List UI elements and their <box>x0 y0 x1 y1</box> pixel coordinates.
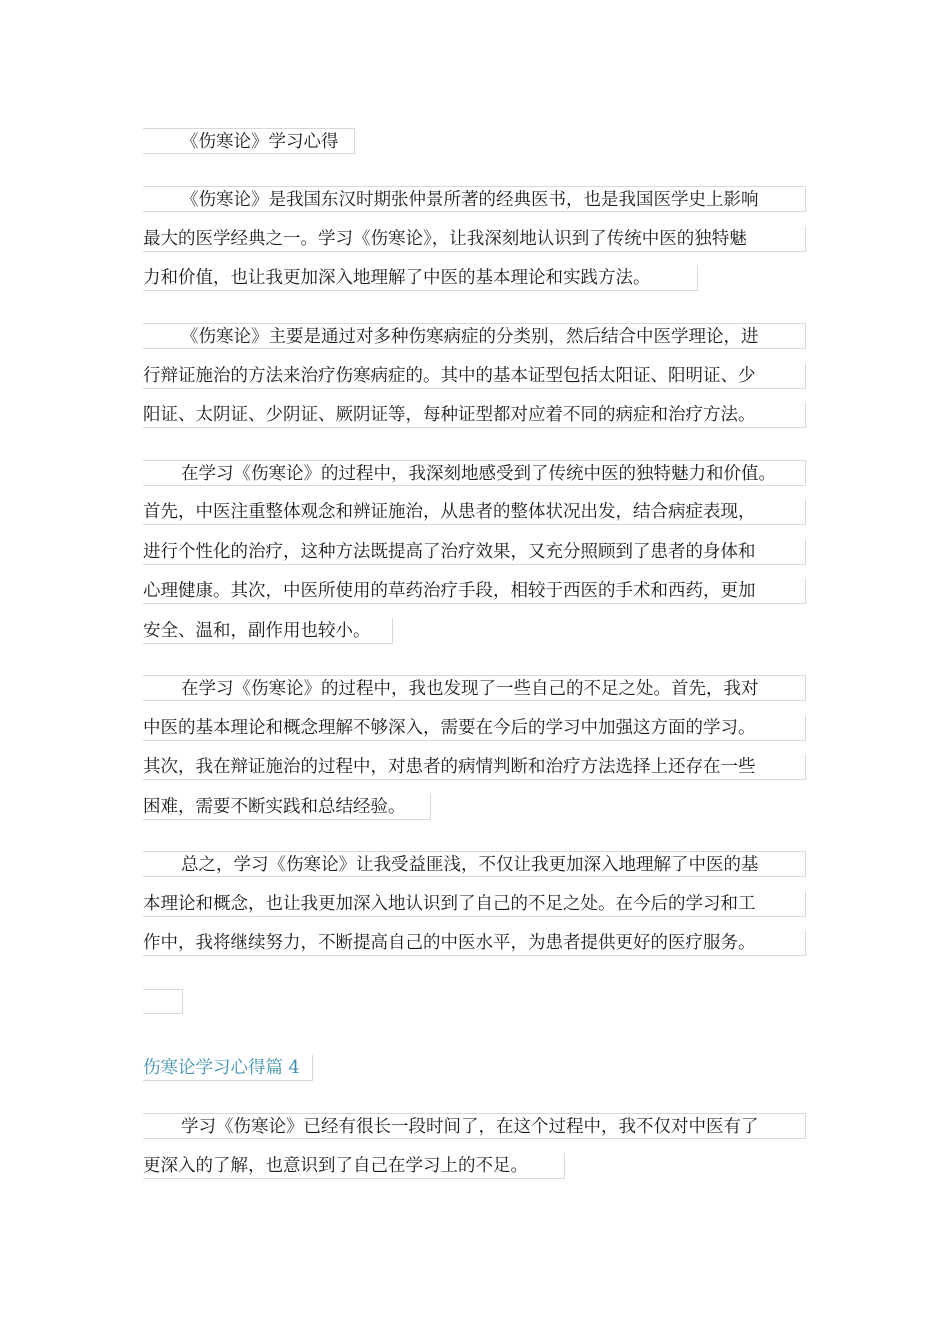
paragraph-3-line-5: 安全、温和，副作用也较小。 <box>143 618 393 644</box>
document-title: 《伤寒论》学习心得 <box>143 128 355 154</box>
paragraph-1-line-2: 最大的医学经典之一。学习《伤寒论》，让我深刻地认识到了传统中医的独特魅 <box>143 226 806 252</box>
section-heading: 伤寒论学习心得篇 4 <box>143 1055 313 1081</box>
empty-cell <box>143 989 183 1014</box>
section-paragraph-line-1: 学习《伤寒论》已经有很长一段时间了，在这个过程中，我不仅对中医有了 <box>143 1113 806 1139</box>
paragraph-2-line-3: 阳证、太阴证、少阴证、厥阴证等，每种证型都对应着不同的病症和治疗方法。 <box>143 402 806 428</box>
paragraph-3-line-2: 首先，中医注重整体观念和辨证施治，从患者的整体状况出发，结合病症表现， <box>143 499 806 525</box>
section-paragraph-line-2: 更深入的了解，也意识到了自己在学习上的不足。 <box>143 1153 565 1179</box>
paragraph-4-line-4: 困难，需要不断实践和总结经验。 <box>143 794 431 820</box>
paragraph-4-line-1: 在学习《伤寒论》的过程中，我也发现了一些自己的不足之处。首先，我对 <box>143 675 806 701</box>
paragraph-2-line-2: 行辩证施治的方法来治疗伤寒病症的。其中的基本证型包括太阳证、阳明证、少 <box>143 363 806 389</box>
paragraph-1-line-1: 《伤寒论》是我国东汉时期张仲景所著的经典医书，也是我国医学史上影响 <box>143 186 806 212</box>
paragraph-4-line-3: 其次，我在辩证施治的过程中，对患者的病情判断和治疗方法选择上还存在一些 <box>143 754 806 780</box>
paragraph-4-line-2: 中医的基本理论和概念理解不够深入，需要在今后的学习中加强这方面的学习。 <box>143 715 806 741</box>
paragraph-5-line-3: 作中，我将继续努力，不断提高自己的中医水平，为患者提供更好的医疗服务。 <box>143 930 806 956</box>
paragraph-5-line-2: 本理论和概念，也让我更加深入地认识到了自己的不足之处。在今后的学习和工 <box>143 891 806 917</box>
paragraph-5-line-1: 总之，学习《伤寒论》让我受益匪浅，不仅让我更加深入地理解了中医的基 <box>143 851 806 877</box>
paragraph-2-line-1: 《伤寒论》主要是通过对多种伤寒病症的分类别，然后结合中医学理论，进 <box>143 323 806 349</box>
paragraph-3-line-3: 进行个性化的治疗，这种方法既提高了治疗效果，又充分照顾到了患者的身体和 <box>143 539 806 565</box>
paragraph-1-line-3: 力和价值，也让我更加深入地理解了中医的基本理论和实践方法。 <box>143 265 698 291</box>
paragraph-3-line-4: 心理健康。其次，中医所使用的草药治疗手段，相较于西医的手术和西药，更加 <box>143 578 806 604</box>
paragraph-3-line-1: 在学习《伤寒论》的过程中，我深刻地感受到了传统中医的独特魅力和价值。 <box>143 460 806 486</box>
